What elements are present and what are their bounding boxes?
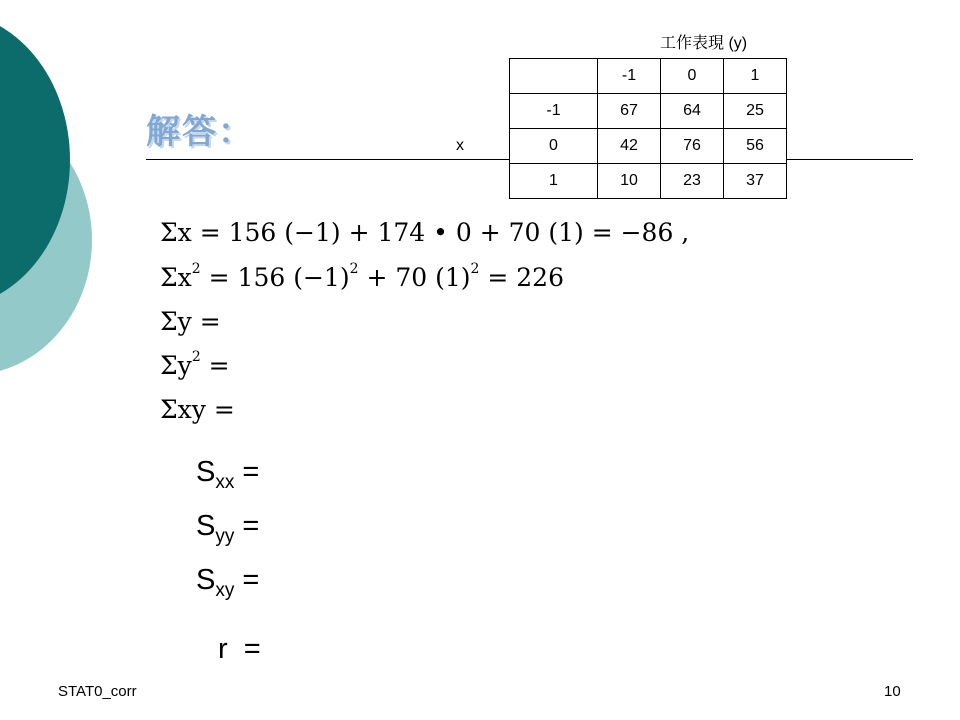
subscript: yy — [215, 525, 235, 547]
s-symbol: S — [196, 564, 216, 596]
equation-sum-x-squared — [160, 260, 564, 292]
equation-sum-y: Σy = — [160, 307, 221, 336]
table-cell: 1 — [724, 59, 787, 94]
equation-part: Σy — [160, 351, 192, 380]
y-axis-label: 工作表現 (y) — [660, 35, 748, 52]
table-cell: 64 — [661, 94, 724, 129]
equation-sum-y-squared — [160, 348, 230, 380]
s-symbol: S — [196, 510, 216, 542]
table-cell — [510, 59, 598, 94]
table-cell: 1 — [510, 164, 598, 199]
equation-part: Σx — [160, 263, 192, 292]
table-cell: 42 — [598, 129, 661, 164]
exponent: 2 — [191, 348, 201, 365]
equation-part: = 156 (−1) — [200, 263, 350, 292]
r-line: r = — [218, 633, 261, 665]
table-cell: 37 — [724, 164, 787, 199]
equation-part: = 226 — [479, 263, 564, 292]
table-row — [510, 164, 787, 199]
syy-line — [196, 510, 259, 548]
table-cell: 0 — [661, 59, 724, 94]
page-number: 10 — [884, 683, 901, 700]
equals: = — [234, 564, 260, 596]
table-row — [510, 94, 787, 129]
slide-title: 解答： — [146, 112, 254, 152]
footer-filename: STAT0_corr — [58, 683, 137, 700]
table-cell: -1 — [510, 94, 598, 129]
equals: = — [234, 510, 260, 542]
decorative-circles — [0, 0, 110, 400]
table-cell: 76 — [661, 129, 724, 164]
table-cell: 56 — [724, 129, 787, 164]
s-symbol: S — [196, 456, 216, 488]
subscript: xx — [215, 471, 235, 493]
equation-sum-x: Σx = 156 (−1) + 174 • 0 + 70 (1) = −86 , — [160, 218, 690, 247]
table-cell: 23 — [661, 164, 724, 199]
table-cell: -1 — [598, 59, 661, 94]
equation-part: = — [200, 351, 230, 380]
exponent: 2 — [470, 260, 480, 277]
sxx-line — [196, 456, 259, 494]
exponent: 2 — [349, 260, 359, 277]
table-header-row — [510, 59, 787, 94]
frequency-table — [509, 58, 787, 199]
equals: = — [234, 456, 260, 488]
equation-part: + 70 (1) — [358, 263, 471, 292]
table-cell: 67 — [598, 94, 661, 129]
equation-sum-xy: Σxy = — [160, 395, 235, 424]
table-row — [510, 129, 787, 164]
subscript: xy — [215, 579, 235, 601]
table-cell: 25 — [724, 94, 787, 129]
table-cell: 10 — [598, 164, 661, 199]
x-axis-label: x — [456, 137, 464, 154]
table-cell: 0 — [510, 129, 598, 164]
sxy-line — [196, 564, 259, 602]
exponent: 2 — [191, 260, 201, 277]
